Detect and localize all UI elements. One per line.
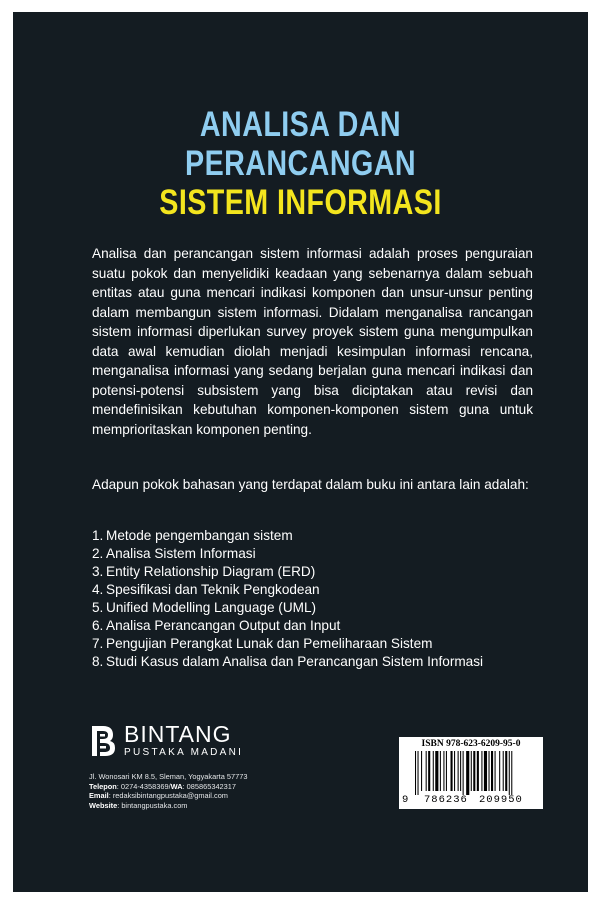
topic-number: 5. [92,600,104,615]
topic-item [92,563,512,581]
barcode-bar [451,751,453,791]
topic-item [92,581,512,599]
barcode-bar [503,751,504,791]
barcode-digits-left: 786236 [424,794,468,806]
barcode-bar [489,751,490,791]
topic-number: 3. [92,564,104,579]
wa-label: WA [170,781,183,791]
publisher-block [89,722,309,810]
topic-text: Studi Kasus dalam Analisa dan Perancangan Sistem Informasi [106,654,484,669]
barcode-bar [495,751,496,791]
barcode-bar [446,751,447,791]
barcode-bar [418,751,419,795]
barcode-bar [499,751,500,791]
website-label: Website [89,800,118,810]
topic-text: Unified Modelling Language (UML) [106,600,317,615]
barcode-bar [415,751,416,795]
publisher-address: Jl. Wonosari KM 8.5, Sleman, Yogyakarta 57773 [89,772,248,781]
title-line-2: PERANCANGAN [185,144,416,183]
barcode-bar [458,751,459,791]
email-label: Email [89,791,109,801]
publisher-phone-line: Telepon: 0274-4358369/WA: 085865342317 [89,781,236,791]
barcode-digits-right: 209950 [479,794,523,806]
barcode-bar [454,751,455,791]
phone-number: 0274-4358369 [120,781,169,791]
isbn-label: ISBN 978-623-6209-95-0 [421,739,521,749]
publisher-website-line: Website: bintangpustaka.com [89,800,188,810]
topic-text: Metode pengembangan sistem [106,528,293,543]
barcode-bar [421,751,422,791]
wa-number: 085865342317 [186,781,236,791]
topics-intro: Adapun pokok bahasan yang terdapat dalam buku ini antara lain adalah: [92,477,529,492]
topic-number: 2. [92,546,104,561]
barcode-bar [509,751,510,795]
topic-item [92,653,512,671]
barcode-bar [440,751,441,791]
topic-item [92,527,512,545]
bintang-logo-icon [89,723,117,759]
barcode-bar [435,751,438,791]
topic-item [92,617,512,635]
publisher-name: BINTANG [124,721,232,747]
topic-text: Pengujian Perangkat Lunak dan Pemeliharaan Sistem [106,636,433,651]
barcode-bar [428,751,430,791]
book-back-cover [13,12,588,892]
email-address: redaksibintangpustaka@gmail.com [112,791,228,801]
barcode-bar [505,751,507,791]
publisher-subname: PUSTAKA MADANI [124,747,244,758]
publisher-contact [89,772,309,810]
topic-item [92,545,512,563]
barcode-bar [471,751,472,791]
book-description: Analisa dan perancangan sistem informasi adalah proses penguraian suatu pokok dan menyelidiki keadaan yang sebenarnya dalam sebuah entitas atau guna mencari indikasi komponen dan unsur-unsur penting dalam membangun sistem informasi. Didalam menganalisa rancangan sistem informasi diperlukan survey proyek sistem guna mengumpulkan data awal kemudian diolah menjadi kesimpulan informasi rencana, menganalisa informasi yang sedang berjalan guna mencari indikasi dan potensi-potensi subsistem yang bisa diciptakan atau revisi dan mendefinisikan kebutuhan komponen-komponen sistem guna untuk memprioritaskan komponen penting. [92,246,533,437]
topic-item [92,635,512,653]
topic-text: Entity Relationship Diagram (ERD) [106,564,316,579]
topic-number: 4. [92,582,104,597]
barcode-bar [460,751,461,791]
isbn-barcode-box [399,737,543,809]
topic-text: Spesifikasi dan Teknik Pengkodean [106,582,320,597]
barcode-bar [491,751,493,791]
barcode-bar [443,751,444,791]
barcode-bar [463,751,464,795]
topic-number: 8. [92,654,104,669]
barcode-bar [426,751,427,791]
title-line-1: ANALISA DAN [199,105,402,144]
topic-number: 1. [92,528,104,543]
barcode-digit-first: 9 [402,794,409,806]
topics-list [92,527,512,671]
topic-text: Analisa Sistem Informasi [106,546,256,561]
barcode-bar [511,751,512,795]
website-url: bintangpustaka.com [121,800,188,810]
topic-number: 7. [92,636,104,651]
barcode-bar [466,751,469,795]
publisher-email-line: Email: redaksibintangpustaka@gmail.com [89,791,228,801]
title-line-3: SISTEM INFORMASI [159,183,442,222]
barcode-bar [484,751,487,791]
topic-item [92,599,512,617]
barcode [403,751,539,795]
topic-text: Analisa Perancangan Output dan Input [106,618,341,633]
barcode-bar [481,751,482,791]
phone-label: Telepon [89,781,117,791]
barcode-bar [477,751,479,791]
barcode-bar [473,751,475,791]
publisher-logo [89,722,309,759]
barcode-bar [433,751,434,791]
topic-number: 6. [92,618,104,633]
